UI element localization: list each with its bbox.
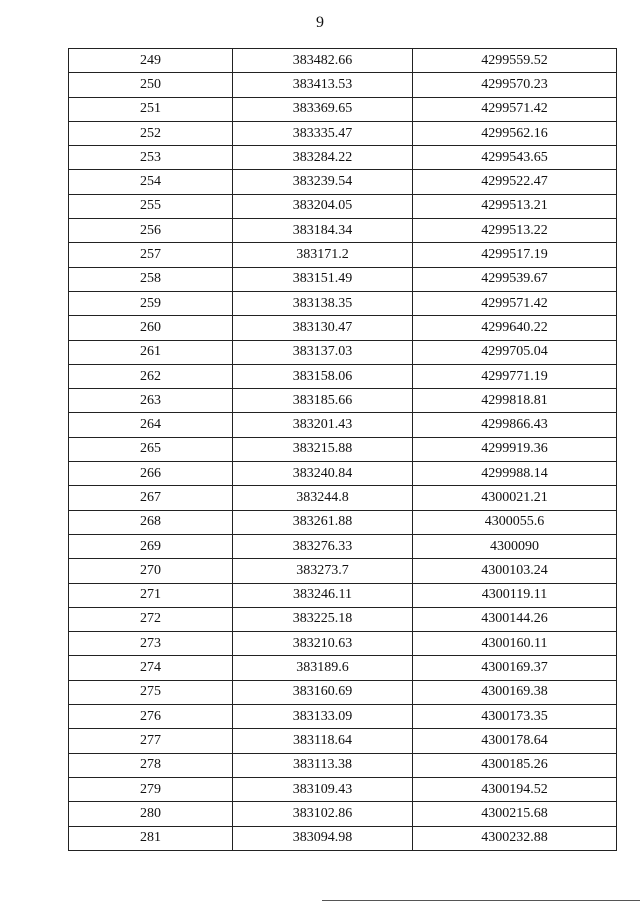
table-row	[69, 97, 617, 121]
point-number-cell: 265	[69, 437, 233, 461]
coordinates-table-body	[69, 49, 617, 851]
table-row	[69, 316, 617, 340]
y-coordinate-cell: 4300232.88	[413, 826, 617, 850]
table-row	[69, 243, 617, 267]
y-coordinate-cell: 4300215.68	[413, 802, 617, 826]
point-number-cell: 261	[69, 340, 233, 364]
x-coordinate-cell: 383130.47	[233, 316, 413, 340]
point-number-cell: 276	[69, 705, 233, 729]
y-coordinate-cell: 4299571.42	[413, 97, 617, 121]
table-row	[69, 534, 617, 558]
x-coordinate-cell: 383204.05	[233, 194, 413, 218]
table-row	[69, 777, 617, 801]
page-number: 9	[316, 14, 324, 31]
y-coordinate-cell: 4299522.47	[413, 170, 617, 194]
x-coordinate-cell: 383335.47	[233, 121, 413, 145]
point-number-cell: 280	[69, 802, 233, 826]
bottom-rule	[322, 900, 640, 901]
table-row	[69, 219, 617, 243]
x-coordinate-cell: 383239.54	[233, 170, 413, 194]
point-number-cell: 250	[69, 73, 233, 97]
table-row	[69, 632, 617, 656]
table-row	[69, 510, 617, 534]
table-row	[69, 194, 617, 218]
x-coordinate-cell: 383109.43	[233, 777, 413, 801]
x-coordinate-cell: 383201.43	[233, 413, 413, 437]
table-row	[69, 291, 617, 315]
point-number-cell: 263	[69, 389, 233, 413]
table-row	[69, 73, 617, 97]
y-coordinate-cell: 4300103.24	[413, 559, 617, 583]
point-number-cell: 275	[69, 680, 233, 704]
point-number-cell: 281	[69, 826, 233, 850]
table-row	[69, 340, 617, 364]
y-coordinate-cell: 4299570.23	[413, 73, 617, 97]
y-coordinate-cell: 4299513.21	[413, 194, 617, 218]
x-coordinate-cell: 383185.66	[233, 389, 413, 413]
point-number-cell: 273	[69, 632, 233, 656]
x-coordinate-cell: 383138.35	[233, 291, 413, 315]
y-coordinate-cell: 4299818.81	[413, 389, 617, 413]
table-row	[69, 413, 617, 437]
table-row	[69, 680, 617, 704]
x-coordinate-cell: 383189.6	[233, 656, 413, 680]
x-coordinate-cell: 383215.88	[233, 437, 413, 461]
x-coordinate-cell: 383118.64	[233, 729, 413, 753]
x-coordinate-cell: 383276.33	[233, 534, 413, 558]
x-coordinate-cell: 383151.49	[233, 267, 413, 291]
table-row	[69, 389, 617, 413]
y-coordinate-cell: 4300021.21	[413, 486, 617, 510]
y-coordinate-cell: 4300173.35	[413, 705, 617, 729]
point-number-cell: 279	[69, 777, 233, 801]
table-row	[69, 437, 617, 461]
table-row	[69, 121, 617, 145]
table-row	[69, 607, 617, 631]
x-coordinate-cell: 383210.63	[233, 632, 413, 656]
point-number-cell: 264	[69, 413, 233, 437]
point-number-cell: 270	[69, 559, 233, 583]
table-row	[69, 826, 617, 850]
x-coordinate-cell: 383482.66	[233, 49, 413, 73]
x-coordinate-cell: 383225.18	[233, 607, 413, 631]
y-coordinate-cell: 4300144.26	[413, 607, 617, 631]
point-number-cell: 266	[69, 462, 233, 486]
x-coordinate-cell: 383171.2	[233, 243, 413, 267]
x-coordinate-cell: 383160.69	[233, 680, 413, 704]
x-coordinate-cell: 383133.09	[233, 705, 413, 729]
point-number-cell: 257	[69, 243, 233, 267]
table-row	[69, 267, 617, 291]
point-number-cell: 259	[69, 291, 233, 315]
y-coordinate-cell: 4299988.14	[413, 462, 617, 486]
coordinates-table	[68, 48, 617, 851]
x-coordinate-cell: 383102.86	[233, 802, 413, 826]
table-row	[69, 753, 617, 777]
table-row	[69, 559, 617, 583]
table-row	[69, 364, 617, 388]
x-coordinate-cell: 383113.38	[233, 753, 413, 777]
x-coordinate-cell: 383244.8	[233, 486, 413, 510]
y-coordinate-cell: 4299771.19	[413, 364, 617, 388]
table-row	[69, 802, 617, 826]
y-coordinate-cell: 4299517.19	[413, 243, 617, 267]
y-coordinate-cell: 4300169.37	[413, 656, 617, 680]
table-row	[69, 486, 617, 510]
point-number-cell: 262	[69, 364, 233, 388]
y-coordinate-cell: 4300194.52	[413, 777, 617, 801]
point-number-cell: 253	[69, 146, 233, 170]
point-number-cell: 268	[69, 510, 233, 534]
y-coordinate-cell: 4299640.22	[413, 316, 617, 340]
y-coordinate-cell: 4299543.65	[413, 146, 617, 170]
y-coordinate-cell: 4299705.04	[413, 340, 617, 364]
point-number-cell: 272	[69, 607, 233, 631]
x-coordinate-cell: 383158.06	[233, 364, 413, 388]
point-number-cell: 258	[69, 267, 233, 291]
y-coordinate-cell: 4299571.42	[413, 291, 617, 315]
y-coordinate-cell: 4300160.11	[413, 632, 617, 656]
x-coordinate-cell: 383240.84	[233, 462, 413, 486]
x-coordinate-cell: 383246.11	[233, 583, 413, 607]
x-coordinate-cell: 383273.7	[233, 559, 413, 583]
y-coordinate-cell: 4300185.26	[413, 753, 617, 777]
table-row	[69, 729, 617, 753]
table-row	[69, 583, 617, 607]
point-number-cell: 254	[69, 170, 233, 194]
x-coordinate-cell: 383369.65	[233, 97, 413, 121]
x-coordinate-cell: 383094.98	[233, 826, 413, 850]
point-number-cell: 274	[69, 656, 233, 680]
point-number-cell: 249	[69, 49, 233, 73]
y-coordinate-cell: 4300119.11	[413, 583, 617, 607]
table-row	[69, 146, 617, 170]
x-coordinate-cell: 383284.22	[233, 146, 413, 170]
point-number-cell: 269	[69, 534, 233, 558]
y-coordinate-cell: 4300169.38	[413, 680, 617, 704]
x-coordinate-cell: 383184.34	[233, 219, 413, 243]
y-coordinate-cell: 4299562.16	[413, 121, 617, 145]
point-number-cell: 271	[69, 583, 233, 607]
point-number-cell: 277	[69, 729, 233, 753]
y-coordinate-cell: 4299866.43	[413, 413, 617, 437]
table-row	[69, 49, 617, 73]
y-coordinate-cell: 4299559.52	[413, 49, 617, 73]
y-coordinate-cell: 4299539.67	[413, 267, 617, 291]
y-coordinate-cell: 4300090	[413, 534, 617, 558]
point-number-cell: 260	[69, 316, 233, 340]
x-coordinate-cell: 383413.53	[233, 73, 413, 97]
table-row	[69, 656, 617, 680]
y-coordinate-cell: 4300055.6	[413, 510, 617, 534]
x-coordinate-cell: 383137.03	[233, 340, 413, 364]
point-number-cell: 256	[69, 219, 233, 243]
table-row	[69, 705, 617, 729]
point-number-cell: 255	[69, 194, 233, 218]
y-coordinate-cell: 4300178.64	[413, 729, 617, 753]
y-coordinate-cell: 4299919.36	[413, 437, 617, 461]
point-number-cell: 267	[69, 486, 233, 510]
x-coordinate-cell: 383261.88	[233, 510, 413, 534]
table-row	[69, 462, 617, 486]
point-number-cell: 278	[69, 753, 233, 777]
point-number-cell: 251	[69, 97, 233, 121]
y-coordinate-cell: 4299513.22	[413, 219, 617, 243]
table-row	[69, 170, 617, 194]
point-number-cell: 252	[69, 121, 233, 145]
